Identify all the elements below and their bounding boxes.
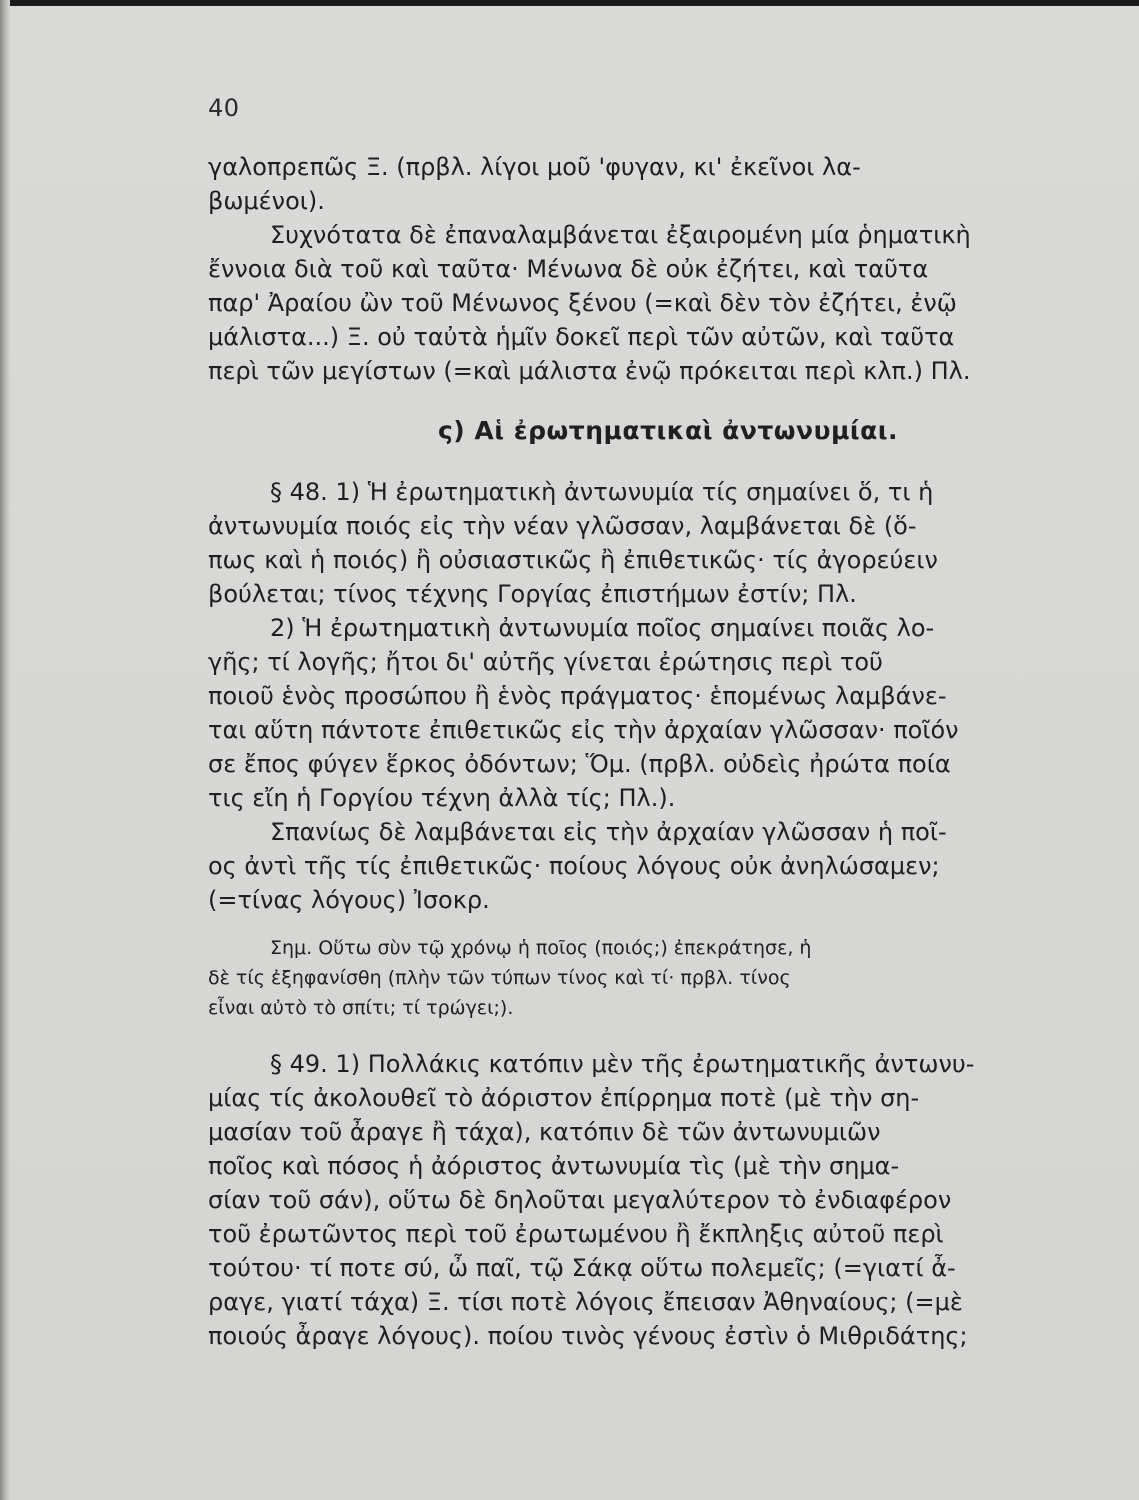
text-line: ἔννοια διὰ τοῦ καὶ ταῦτα· Μένωνα δὲ οὐκ ἐζήτει, καὶ ταῦτα xyxy=(208,255,929,283)
section-heading: ς) Αἱ ἐρωτηματικαὶ ἀντωνυμίαι. xyxy=(437,416,899,445)
note-line: δὲ τίς ἐξηφανίσθη (πλὴν τῶν τύπων τίνος καὶ τί· πρβλ. τίνος xyxy=(208,967,791,989)
text-line: ποιοῦ ἑνὸς προσώπου ἢ ἑνὸς πράγματος· ἑπομένως λαμβάνε- xyxy=(208,682,947,710)
text-line: περὶ τῶν μεγίστων (=καὶ μάλιστα ἐνῷ πρόκειται περὶ κλπ.) Πλ. xyxy=(208,357,971,385)
text-line: τις εἴη ἡ Γοργίου τέχνη ἀλλὰ τίς; Πλ.). xyxy=(208,784,676,812)
text-line: 2) Ἡ ἐρωτηματικὴ ἀντωνυμία ποῖος σημαίνει ποιᾶς λο- xyxy=(270,614,935,642)
text-line: τούτου· τί ποτε σύ, ὦ παῖ, τῷ Σάκᾳ οὕτω πολεμεῖς; (=γιατί ἆ- xyxy=(208,1254,956,1282)
text-line: § 48. 1) Ἡ ἐρωτηματικὴ ἀντωνυμία τίς σημαίνει ὅ, τι ἡ xyxy=(270,478,934,506)
text-line: ος ἀντὶ τῆς τίς ἐπιθετικῶς· ποίους λόγους οὐκ ἀνηλώσαμεν; xyxy=(208,852,940,880)
text-line: μίας τίς ἀκολουθεῖ τὸ ἀόριστον ἐπίρρημα ποτὲ (μὲ τὴν ση- xyxy=(208,1084,920,1112)
text-line: βωμένοι). xyxy=(208,187,325,215)
text-line: Συχνότατα δὲ ἐπαναλαμβάνεται ἐξαιρομένη μία ῥηματικὴ xyxy=(270,221,971,249)
text-line: σίαν τοῦ σάν), οὕτω δὲ δηλοῦται μεγαλύτερον τὸ ἐνδιαφέρον xyxy=(208,1186,952,1214)
note-line: εἶναι αὐτὸ τὸ σπίτι; τί τρώγει;). xyxy=(208,997,514,1019)
text-line: μασίαν τοῦ ἆραγε ἢ τάχα), κατόπιν δὲ τῶν ἀντωνυμιῶν xyxy=(208,1118,881,1146)
text-line: ἀντωνυμία ποιός εἰς τὴν νέαν γλῶσσαν, λαμβάνεται δὲ (ὅ- xyxy=(208,512,917,540)
text-line: ποῖος καὶ πόσος ἡ ἀόριστος ἀντωνυμία τὶς (μὲ τὴν σημα- xyxy=(208,1152,900,1180)
text-line: βούλεται; τίνος τέχνης Γοργίας ἐπιστήμων ἐστίν; Πλ. xyxy=(208,580,857,608)
text-line: τοῦ ἐρωτῶντος περὶ τοῦ ἐρωτωμένου ἢ ἔκπληξις αὐτοῦ περὶ xyxy=(208,1220,944,1248)
text-line: γαλοπρεπῶς Ξ. (πρβλ. λίγοι μοῦ 'φυγαν, κι' ἐκεῖνοι λα- xyxy=(208,153,861,181)
text-line: Σπανίως δὲ λαμβάνεται εἰς τὴν ἀρχαίαν γλῶσσαν ἡ ποῖ- xyxy=(270,818,947,846)
text-line: ραγε, γιατί τάχα) Ξ. τίσι ποτὲ λόγοις ἔπεισαν Ἀθηναίους; (=μὲ xyxy=(208,1288,963,1316)
note-line: Σημ. Οὕτω σὺν τῷ χρόνῳ ἡ ποῖος (ποιός;) ἐπεκράτησε, ἡ xyxy=(270,937,812,959)
text-line: σε ἔπος φύγεν ἕρκος ὀδόντων; Ὅμ. (πρβλ. οὐδεὶς ἠρώτα ποία xyxy=(208,750,951,778)
text-line: πως καὶ ἡ ποιός) ἢ οὐσιαστικῶς ἢ ἐπιθετικῶς· τίς ἀγορεύειν xyxy=(208,546,938,574)
text-line: ται αὕτη πάντοτε ἐπιθετικῶς εἰς τὴν ἀρχαίαν γλῶσσαν· ποῖόν xyxy=(208,716,959,744)
page-top-edge xyxy=(0,0,1139,6)
text-line: § 49. 1) Πολλάκις κατόπιν μὲν τῆς ἐρωτηματικῆς ἀντωνυ- xyxy=(270,1050,975,1078)
page-binding-edge xyxy=(0,0,10,1500)
text-line: γῆς; τί λογῆς; ἤτοι δι' αὐτῆς γίνεται ἐρώτησις περὶ τοῦ xyxy=(208,648,883,676)
text-line: ποιούς ἆραγε λόγους). ποίου τινὸς γένους ἐστὶν ὁ Μιθριδάτης; xyxy=(208,1322,968,1350)
text-line: μάλιστα...) Ξ. οὐ ταὐτὰ ἡμῖν δοκεῖ περὶ τῶν αὐτῶν, καὶ ταῦτα xyxy=(208,323,955,351)
page-number: 40 xyxy=(208,94,240,122)
body-text xyxy=(208,150,1128,1353)
text-line: (=τίνας λόγους) Ἰσοκρ. xyxy=(208,886,490,914)
text-line: παρ' Ἀραίου ὢν τοῦ Μένωνος ξένου (=καὶ δὲν τὸν ἐζήτει, ἐνῷ xyxy=(208,289,957,317)
